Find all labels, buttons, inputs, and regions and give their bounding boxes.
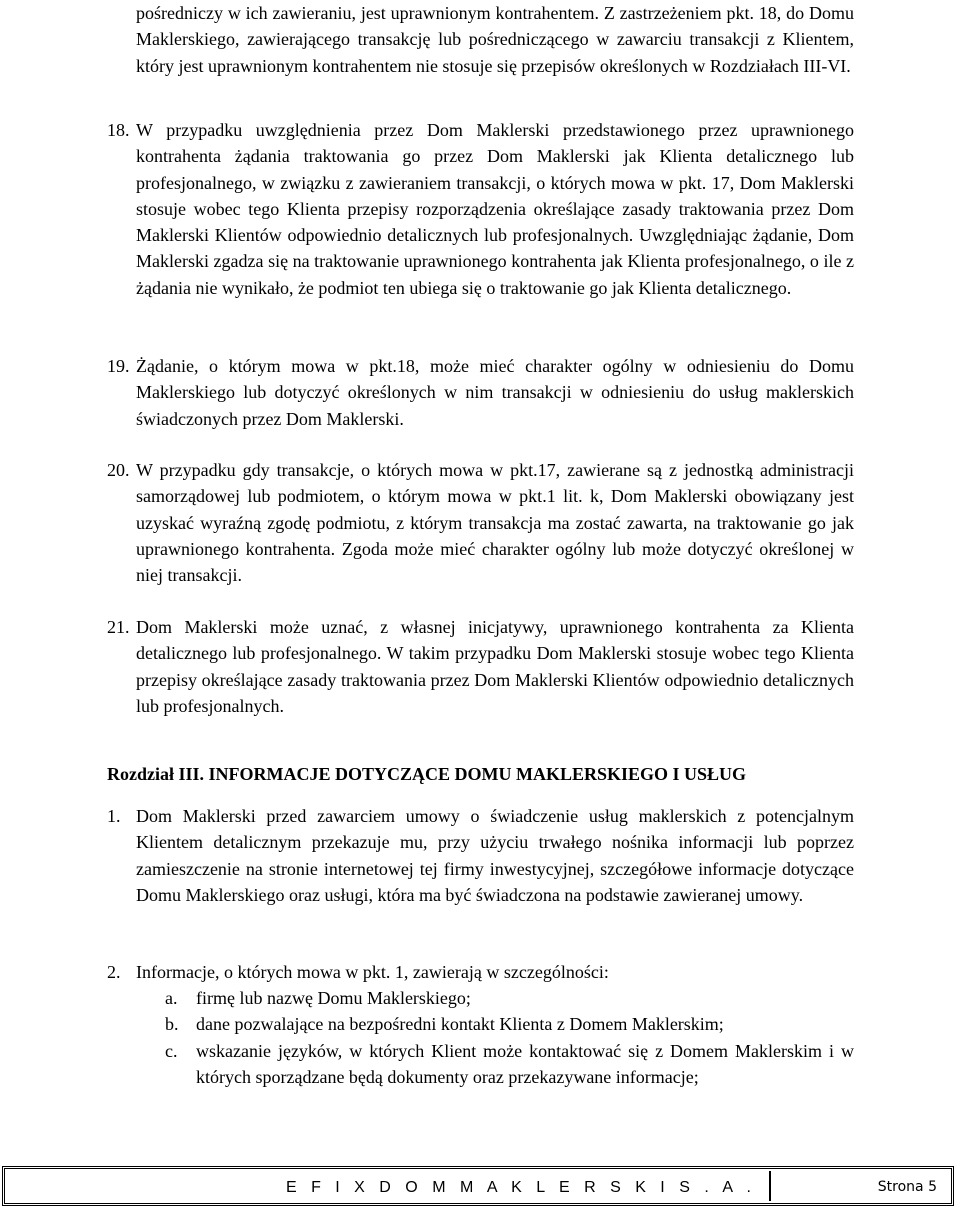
continued-paragraph: pośredniczy w ich zawieraniu, jest uprawnionym kontrahentem. Z zastrzeżeniem pkt. 18, do Domu Maklerskiego, zawierającego transakcję lub pośredniczącego w zawarciu transakcji z Klientem, który jest uprawnionym kontrahentem nie stosuje się przepisów określonych w Rozdziałach III-VI. bbox=[136, 3, 854, 76]
item-number: 1. bbox=[107, 806, 121, 826]
item-text: Dom Maklerski przed zawarciem umowy o świadczenie usług maklerskich z potencjalnym Klientem detalicznym przekazuje mu, przy użyciu trwałego nośnika informacji lub poprzez zamieszczenie na stronie internetowej tej firmy inwestycyjnej, szczegółowe informacje dotyczące Domu Maklerskiego oraz usługi, która ma być świadczona na podstawie zawieranej umowy. bbox=[136, 806, 854, 905]
list-item-19 bbox=[107, 353, 854, 432]
item-number: 19. bbox=[107, 356, 130, 376]
item-number: 21. bbox=[107, 617, 130, 637]
chapter-item-2 bbox=[107, 959, 854, 985]
footer-company-name: E F I X D O M M A K L E R S K I S . A . bbox=[285, 1179, 756, 1196]
item-number: 2. bbox=[107, 962, 121, 982]
page-number: Strona 5 bbox=[877, 1179, 937, 1195]
sub-item-c bbox=[165, 1038, 854, 1091]
sub-item-a bbox=[165, 985, 854, 1011]
item-number: 18. bbox=[107, 120, 130, 140]
sub-item-letter: a. bbox=[165, 988, 178, 1008]
sub-item-text: wskazanie języków, w których Klient może kontaktować się z Domem Maklerskim i w których sporządzane będą dokumenty oraz przekazywane informacje; bbox=[196, 1041, 854, 1088]
item-text: Żądanie, o którym mowa w pkt.18, może mieć charakter ogólny w odniesieniu do Domu Maklerskiego lub dotyczyć określonych w nim transakcji w odniesieniu do usług maklerskich świadczonych przez Dom Maklerski. bbox=[136, 356, 854, 429]
footer-divider bbox=[769, 1171, 771, 1201]
chapter-item-1 bbox=[107, 803, 854, 908]
item-text: W przypadku gdy transakcje, o których mowa w pkt.17, zawierane są z jednostką administracji samorządowej lub podmiotem, o którym mowa w pkt.1 lit. k, Dom Maklerski obowiązany jest uzyskać wyraźną zgodę podmiotu, z którym transakcja ma zostać zawarta, na traktowanie go jak uprawnionego kontrahenta. Zgoda może mieć charakter ogólny lub może dotyczyć określonej w niej transakcji. bbox=[136, 460, 854, 586]
item-text: Dom Maklerski może uznać, z własnej inicjatywy, uprawnionego kontrahenta za Klienta detalicznego lub profesjonalnego. W takim przypadku Dom Maklerski stosuje wobec tego Klienta przepisy określające zasady traktowania przez Dom Maklerski Klientów odpowiednio detalicznych lub profesjonalnych. bbox=[136, 617, 854, 716]
list-item-18 bbox=[107, 117, 854, 301]
sub-item-b bbox=[165, 1011, 854, 1037]
list-item-21 bbox=[107, 614, 854, 719]
list-item-20 bbox=[107, 457, 854, 588]
sub-item-letter: c. bbox=[165, 1041, 178, 1061]
sub-item-letter: b. bbox=[165, 1014, 179, 1034]
item-text: W przypadku uwzględnienia przez Dom Maklerski przedstawionego przez uprawnionego kontrahenta żądania traktowania go przez Dom Maklerski jak Klienta detalicznego lub profesjonalnego, w związku z zawieraniem transakcji, o których mowa w pkt. 17, Dom Maklerski stosuje wobec tego Klienta przepisy rozporządzenia określające zasady traktowania przez Dom Maklerski Klientów odpowiednio detalicznych lub profesjonalnych. Uwzględniając żądanie, Dom Maklerski zgadza się na traktowanie uprawnionego kontrahenta jak Klienta profesjonalnego, o ile z żądania nie wynikało, że podmiot ten ubiega się o traktowanie go jak Klienta detalicznego. bbox=[136, 120, 854, 298]
sub-item-text: firmę lub nazwę Domu Maklerskiego; bbox=[196, 988, 471, 1008]
chapter-heading: Rozdział III. INFORMACJE DOTYCZĄCE DOMU MAKLERSKIEGO I USŁUG bbox=[107, 764, 747, 784]
page-footer bbox=[2, 1166, 954, 1206]
sub-item-text: dane pozwalające na bezpośredni kontakt Klienta z Domem Maklerskim; bbox=[196, 1014, 724, 1034]
item-text: Informacje, o których mowa w pkt. 1, zawierają w szczególności: bbox=[136, 962, 609, 982]
item-number: 20. bbox=[107, 460, 130, 480]
